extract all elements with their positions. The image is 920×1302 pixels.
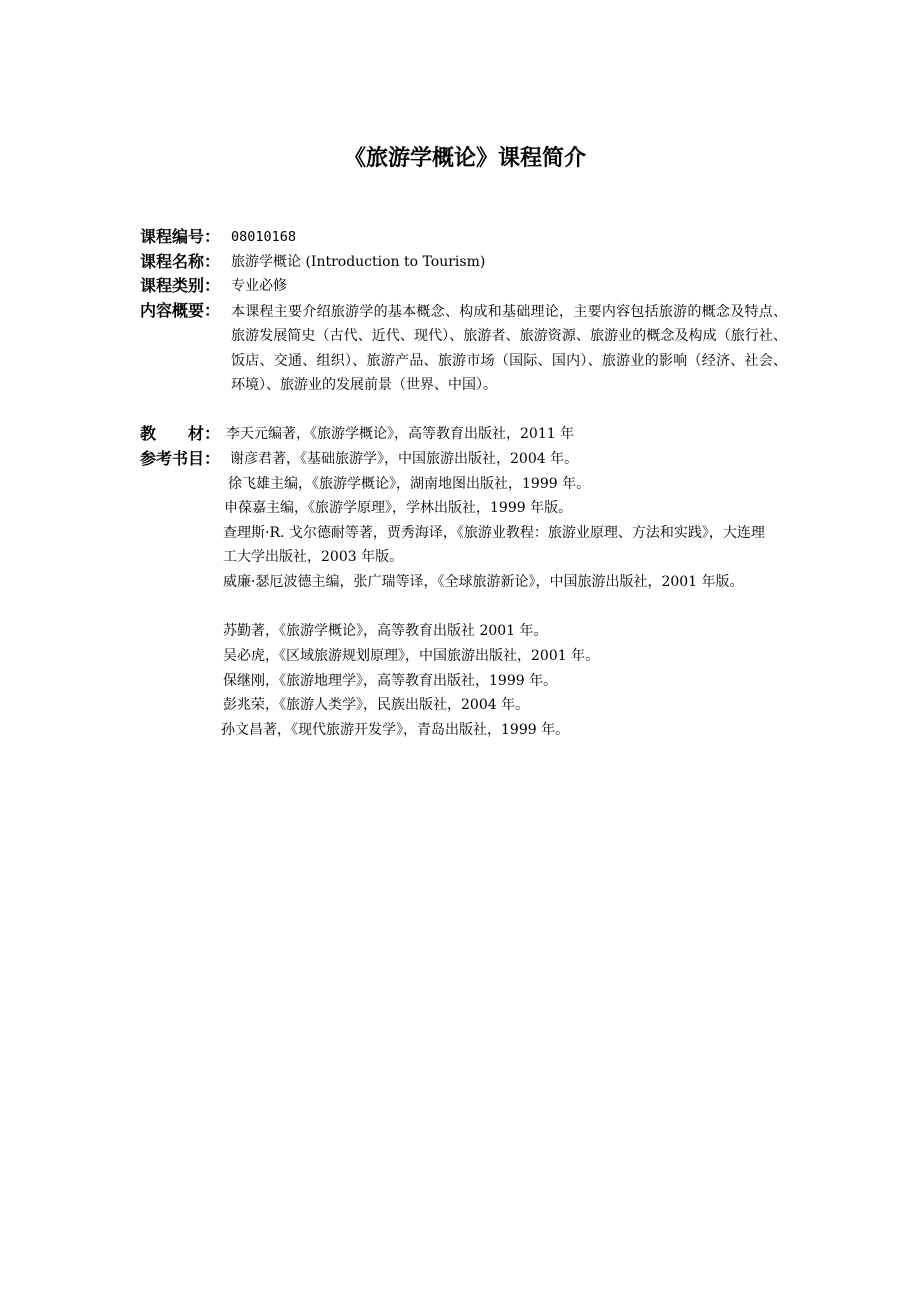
course-name-label: 课程名称： (140, 252, 221, 271)
course-summary-text: 本课程主要介绍旅游学的基本概念、构成和基础理论，主要内容包括旅游的概念及特点、旅游发展简史（古代、近代、现代）、旅游者、旅游资源、旅游业的概念及构成（旅行社、饭店、交通、组织）、旅游产品、旅游市场（国际、国内）、旅游业的影响（经济、社会、环境）、旅游业的发展前景（世界、中国）。 (231, 304, 787, 394)
course-category-value: 专业必修 (231, 278, 287, 294)
reference-item: 吴必虎，《区域旅游规划原理》，中国旅游出版社，2001 年。 (223, 648, 600, 664)
course-category-label: 课程类别： (140, 276, 221, 295)
references-label: 参考书目： (140, 449, 221, 468)
course-summary-label: 内容概要： (140, 301, 221, 320)
course-code-label: 课程编号： (140, 227, 221, 246)
reference-item: 威廉·瑟厄波德主编，张广瑞等译，《全球旅游新论》，中国旅游出版社，2001 年版。 (223, 574, 744, 590)
course-code-value: 08010168 (231, 229, 297, 245)
reference-item: 苏勤著，《旅游学概论》，高等教育出版社 2001 年。 (223, 623, 548, 639)
reference-item: 谢彦君著，《基础旅游学》，中国旅游出版社，2004 年。 (230, 451, 579, 467)
course-name-value: 旅游学概论 (Introduction to Tourism) (231, 254, 486, 270)
reference-item: 孙文昌著，《现代旅游开发学》，青岛出版社，1999 年。 (221, 722, 570, 738)
textbook-label: 教 材： (140, 424, 221, 443)
document-title: 《旅游学概论》课程简介 (343, 146, 586, 171)
reference-item: 保继刚，《旅游地理学》，高等教育出版社，1999 年。 (223, 673, 558, 689)
reference-item: 查理斯·R. 戈尔德耐等著，贾秀海译，《旅游业教程：旅游业原理、方法和实践》，大连理工大学出版社，2003 年版。 (223, 525, 765, 566)
reference-item: 徐飞雄主编，《旅游学概论》，湖南地图出版社，1999 年。 (228, 476, 591, 492)
textbook-value: 李天元编著，《旅游学概论》，高等教育出版社，2011 年 (226, 426, 575, 442)
reference-item: 彭兆荣，《旅游人类学》，民族出版社，2004 年。 (223, 697, 530, 713)
reference-item: 申葆嘉主编，《旅游学原理》，学林出版社，1999 年版。 (224, 500, 573, 516)
